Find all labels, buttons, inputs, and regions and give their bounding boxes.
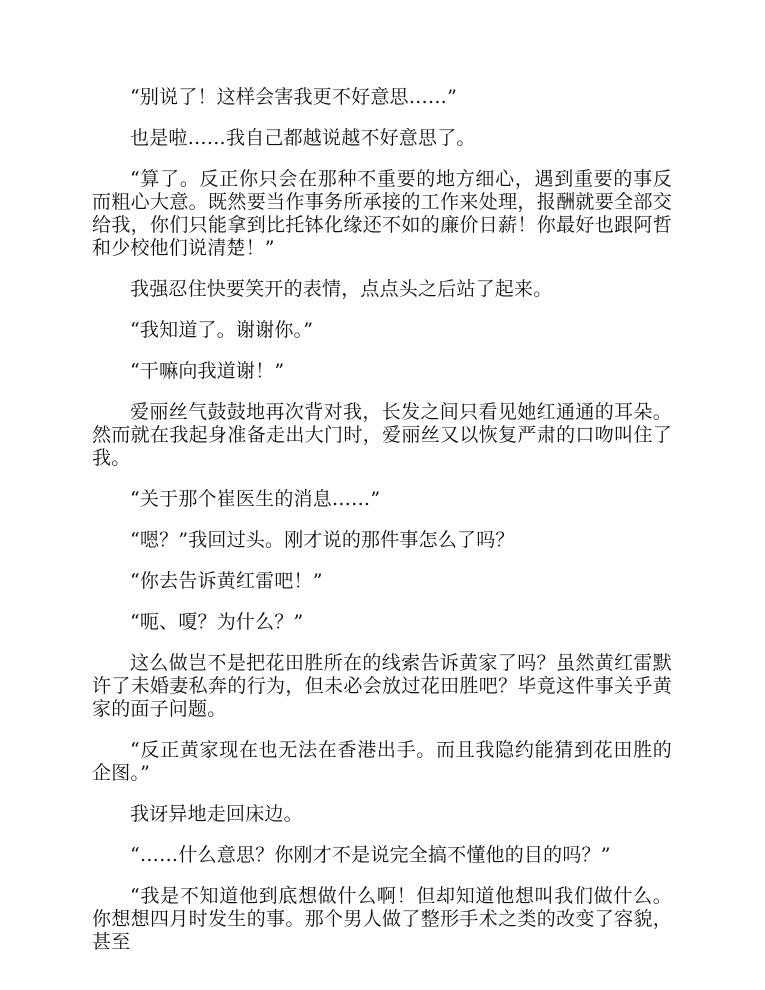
paragraph-11: “呃、嗄？为什么？”: [130, 611, 304, 633]
paragraph-12: 这么做岂不是把花田胜所在的线索告诉黄家了吗？虽然黄红雷默许了未婚妻私奔的行为，但未必会放过花田胜吧？毕竟这件事关乎黄家的面子问题。: [92, 652, 672, 720]
paragraph-13: “反正黄家现在也无法在香港出手。而且我隐约能猜到花田胜的企图。”: [92, 739, 672, 784]
paragraph-4: 我强忍住快要笑开的表情，点点头之后站了起来。: [130, 278, 553, 300]
paragraph-16: “我是不知道他到底想做什么啊！但却知道他想叫我们做什么。你想想四月时发生的事。那个男人做了整形手术之类的改变了容貌，甚至: [92, 885, 672, 953]
paragraph-3: “算了。反正你只会在那种不重要的地方细心，遇到重要的事反而粗心大意。既然要当作事务所承接的工作来处理，报酬就要全部交给我，你们只能拿到比托钵化缘还不如的廉价日薪！你最好也跟阿哲和少校他们说清楚！”: [92, 168, 672, 259]
paragraph-9: “嗯？”我回过头。刚才说的那件事怎么了吗？: [130, 529, 515, 551]
paragraph-15: “……什么意思？你刚才不是说完全搞不懂他的目的吗？”: [130, 844, 611, 866]
paragraph-1: “别说了！这样会害我更不好意思……”: [130, 86, 458, 108]
paragraph-8: “关于那个崔医生的消息……”: [130, 488, 381, 510]
paragraph-14: 我讶异地走回床边。: [130, 803, 303, 825]
document-body: [92, 86, 672, 972]
paragraph-5: “我知道了。谢谢你。”: [130, 319, 314, 341]
paragraph-2: 也是啦……我自己都越说越不好意思了。: [130, 127, 476, 149]
paragraph-10: “你去告诉黄红雷吧！”: [130, 570, 323, 592]
paragraph-7: 爱丽丝气鼓鼓地再次背对我，长发之间只看见她红通通的耳朵。然而就在我起身准备走出大门时，爱丽丝又以恢复严肃的口吻叫住了我。: [92, 401, 672, 469]
paragraph-6: “干嘛向我道谢！”: [130, 360, 285, 382]
